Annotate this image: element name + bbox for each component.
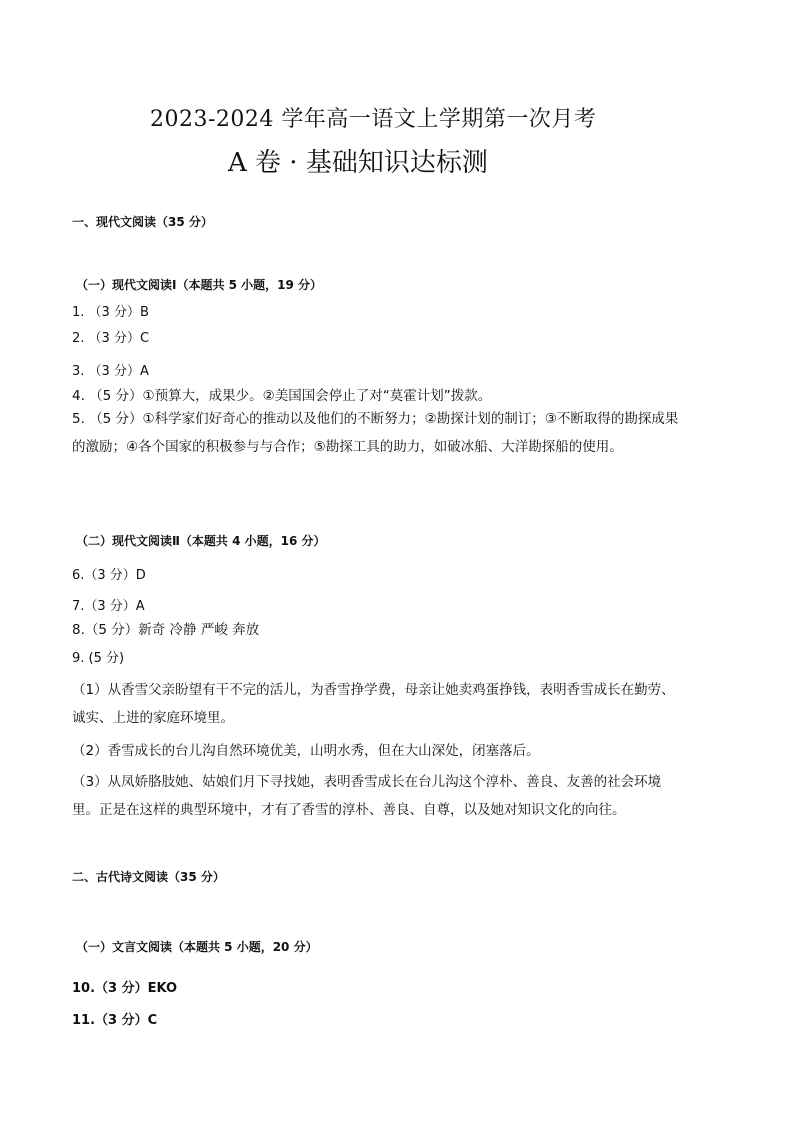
answer-line-2: 2. （3 分）C xyxy=(72,331,150,346)
part-heading-classical-reading-1: （一）文言文阅读（本题共 5 小题，20 分） xyxy=(76,940,318,954)
q9-point-1: （1）从香雪父亲盼望有干不完的活儿，为香雪挣学费，母亲让她卖鸡蛋挣钱，表明香雪成长在勤劳、诚实、上进的家庭环境里。 xyxy=(72,682,675,726)
answer-line-11: 11.（3 分）C xyxy=(72,1013,158,1028)
part-heading-modern-reading-1: （一）现代文阅读Ⅰ（本题共 5 小题，19 分） xyxy=(76,278,323,292)
part-heading-modern-reading-2: （二）现代文阅读Ⅱ（本题共 4 小题，16 分） xyxy=(76,534,326,548)
answer-line-9: 9. (5 分) xyxy=(72,651,125,666)
q9-point-2: （2）香雪成长的台儿沟自然环境优美，山明水秀，但在大山深处，闭塞落后。 xyxy=(72,743,540,759)
answer-line-7: 7.（3 分）A xyxy=(72,599,145,614)
answer-line-10: 10.（3 分）EKO xyxy=(72,981,178,996)
answer-line-8: 8.（5 分）新奇 冷静 严峻 奔放 xyxy=(72,622,260,638)
page-title: 2023-2024 学年高一语文上学期第一次月考 xyxy=(150,107,597,132)
answer-line-3: 3. （3 分）A xyxy=(72,364,149,379)
q9-point-3: （3）从凤娇胳肢她、姑娘们月下寻找她，表明香雪成长在台儿沟这个淳朴、善良、友善的社会环境里。正是在这样的典型环境中，才有了香雪的淳朴、善良、自尊，以及她对知识文化的向往。 xyxy=(72,774,662,818)
answer-paragraph-5: 5. （5 分）①科学家们好奇心的推动以及他们的不断努力；②勘探计划的制订；③不断取得的勘探成果的激励；④各个国家的积极参与与合作；⑤勘探工具的助力，如破冰船、大洋勘探船的使用。 xyxy=(72,411,679,455)
section-heading-classical-reading: 二、古代诗文阅读（35 分） xyxy=(72,870,225,884)
page-subtitle: A 卷 · 基础知识达标测 xyxy=(228,148,488,178)
answer-line-6: 6.（3 分）D xyxy=(72,568,146,583)
section-heading-modern-reading: 一、现代文阅读（35 分） xyxy=(72,215,213,229)
answer-line-4: 4. （5 分）①预算大，成果少。②美国国会停止了对“莫霍计划”拨款。 xyxy=(72,388,492,404)
answer-line-1: 1. （3 分）B xyxy=(72,305,149,320)
